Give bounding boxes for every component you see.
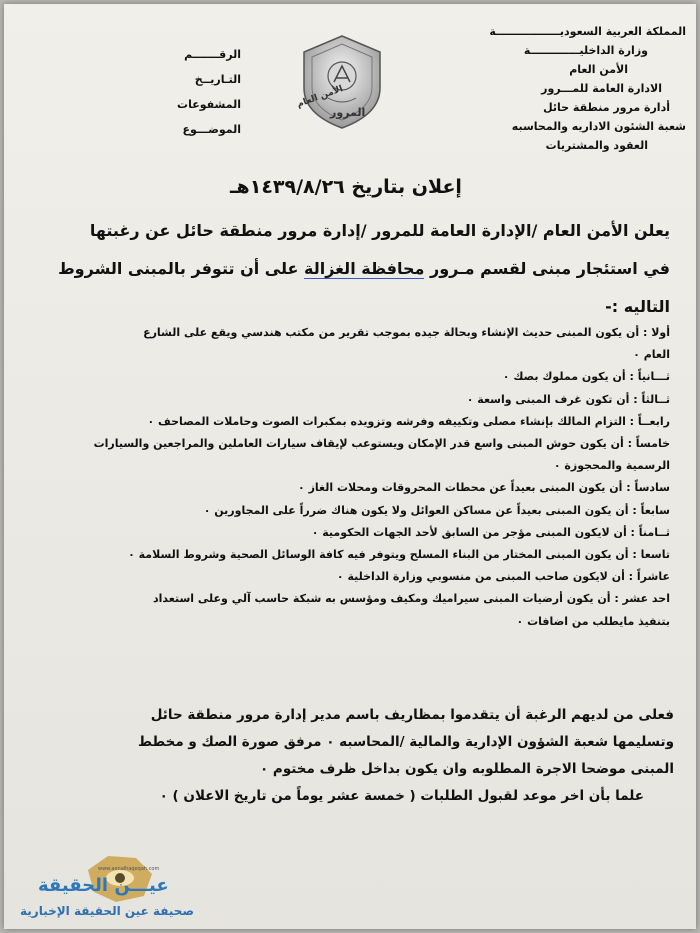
watermark-title: عيـــن الحقيقة <box>38 875 169 896</box>
intro-line: يعلن الأمن العام /الإدارة العامة للمرور /إدارة مرور منطقة حائل عن رغبتها <box>89 221 670 240</box>
security-emblem <box>292 32 392 132</box>
emblem-left-text: الأمن العام <box>295 84 345 110</box>
date-label: التـاريــخ <box>194 73 241 86</box>
closing-line: فعلى من لديهم الرغبة أن يتقدموا بمظاريف باسم مدير إدارة مرور منطقة حائل <box>150 707 674 723</box>
letterhead-line: الأمن العام <box>569 63 628 76</box>
document-page <box>4 4 696 929</box>
condition-line: ثـــانياً : أن يكون مملوك بصك ٠ <box>502 370 670 384</box>
letterhead-line: أدارة مرور منطقة حائل <box>543 101 670 114</box>
closing-line: المبنى موضحا الاجرة المطلوبه وان يكون بداخل ظرف مختوم ٠ <box>259 761 674 777</box>
announcement-title: إعلان بتاريخ ١٤٣٩/٨/٢٦هـ <box>230 176 462 198</box>
letterhead-line: الادارة العامة للمـــرور <box>541 82 662 95</box>
letterhead-left <box>121 42 241 142</box>
condition-line: بتنفيذ مايطلب من اضافات ٠ <box>516 614 670 628</box>
subject-label: الموضـــوع <box>182 123 241 136</box>
condition-line: خامساً : أن يكون حوش المبنى واسع قدر الإمكان ويستوعب لإيقاف سيارات العاملين والمراجعين والسيارات <box>93 437 670 451</box>
closing-paragraph <box>24 702 674 810</box>
letterhead-line: المملكة العربية السعوديـــــــــــــــــة <box>489 25 686 38</box>
condition-line: ثــالثاً : أن تكون غرف المبنى واسعة ٠ <box>466 392 670 406</box>
closing-line: وتسليمها شعبة الشؤون الإدارية والمالية /المحاسبه ٠ مرفق صورة الصك و مخطط <box>138 734 674 750</box>
condition-line: احد عشر : أن يكون أرضيات المبنى سيراميك ومكيف ومؤسس به شبكة حاسب آلي وعلى استعداد <box>153 592 670 606</box>
condition-line: سابعاً : أن يكون المبنى بعيداً عن مساكن العوائل ولا يكون هناك ضرراً على المجاورين ٠ <box>203 503 670 517</box>
condition-line: رابعــاً : التزام المالك بإنشاء مصلى وتكييفه وفرشه وتزويده بمكبرات الصوت وحاملات المصاحف ٠ <box>147 414 670 428</box>
attachments-label: المشفوعات <box>177 98 241 111</box>
watermark-caption: صحيفة عين الحقيقة الإخبارية <box>20 904 194 918</box>
intro-line: التاليه :- <box>605 297 670 316</box>
reference-number-label: الرقـــــــم <box>184 48 241 61</box>
condition-line: عاشراً : أن لايكون صاحب المبنى من منسوبي وزارة الداخلية ٠ <box>336 570 670 584</box>
emblem-bottom-text: المرور <box>330 106 366 119</box>
condition-line: ثــامناً : أن لايكون المبنى مؤجر من السابق لأحد الجهات الحكومية ٠ <box>311 525 670 539</box>
letterhead-line: العقود والمشتريات <box>545 139 648 152</box>
letterhead-line: شعبة الشئون الاداريه والمحاسبه <box>511 120 686 133</box>
condition-line: سادساً : أن يكون المبنى بعيداً عن محطات المحروقات ومحلات الغاز ٠ <box>298 481 670 495</box>
news-watermark <box>18 850 194 926</box>
condition-line: العام ٠ <box>633 348 670 362</box>
conditions-list <box>24 322 670 633</box>
intro-line: في استئجار مبنى لقسم مـرور محافظة الغزالة على أن تتوفر بالمبنى الشروط <box>58 259 670 278</box>
highlighted-location: محافظة الغزالة <box>304 259 425 278</box>
closing-line: علما بأن اخر موعد لقبول الطلبات ( خمسة عشر يوماً من تاريخ الاعلان ) ٠ <box>159 788 644 804</box>
letterhead-line: وزارة الداخليـــــــــــــة <box>523 44 648 57</box>
announcement-intro <box>30 212 670 326</box>
letterhead-right <box>489 22 686 155</box>
condition-line: الرسمية والمحجوزة ٠ <box>553 459 670 473</box>
condition-line: تاسعا : أن يكون المبنى المختار من البناء المسلح ويتوفر فيه كافة الوسائل الصحية وشروط السلامة ٠ <box>128 548 670 562</box>
condition-line: أولا : أن يكون المبنى حديث الإنشاء وبحالة جيده بموجب تقرير من مكتب هندسي ويقع على الشارع <box>143 326 670 339</box>
watermark-site: www.aenalhaqeqah.com <box>98 866 160 872</box>
